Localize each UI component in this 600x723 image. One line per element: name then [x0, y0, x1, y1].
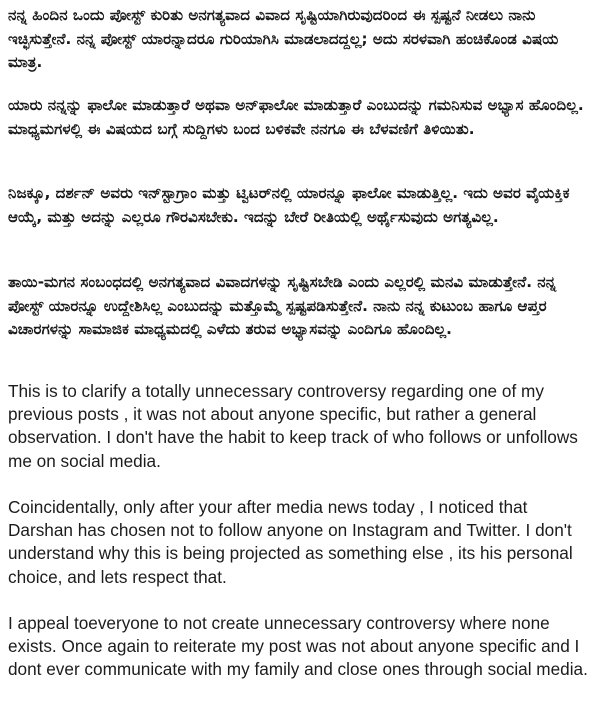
english-paragraph-1: This is to clarify a totally unnecessary controversy regarding one of my previous posts , it was not about anyone specific, but rather a general observation. I don't have the habit to keep track of who follows or unfollows me on social media. [8, 381, 578, 471]
english-paragraph-2: Coincidentally, only after your after media news today , I noticed that Darshan has chosen not to follow anyone on Instagram and Twitter. I don't understand why this is being projected as something else , its his personal choice, and lets respect that. [8, 497, 573, 587]
kannada-paragraph-3: ನಿಜಕ್ಕೂ, ದರ್ಶನ್ ಅವರು ಇನ್‌ಸ್ಟಾಗ್ರಾಂ ಮತ್ತು ಟ್ವಿಟರ್‌ನಲ್ಲಿ ಯಾರನ್ನೂ ಫಾಲೋ ಮಾಡುತ್ತಿಲ್ಲ. ಇದು ಅವರ ವೈಯಕ್ತಿಕ ಆಯ್ಕೆ, ಮತ್ತು ಅದನ್ನು ಎಲ್ಲರೂ ಗೌರವಿಸಬೇಕು. ಇದನ್ನು ಬೇರೆ ರೀತಿಯಲ್ಲಿ ಅರ್ಥೈಸುವುದು ಅಗತ್ಯವಿಲ್ಲ. [8, 184, 570, 226]
kannada-paragraph-2: ಯಾರು ನನ್ನನ್ನು ಫಾಲೋ ಮಾಡುತ್ತಾರೆ ಅಥವಾ ಅನ್‌ಫಾಲೋ ಮಾಡುತ್ತಾರೆ ಎಂಬುದನ್ನು ಗಮನಿಸುವ ಅಭ್ಯಾಸ ಹೊಂದಿಲ್ಲ. ಮಾಧ್ಯಮಗಳಲ್ಲಿ ಈ ವಿಷಯದ ಬಗ್ಗೆ ಸುದ್ದಿಗಳು ಬಂದ ಬಳಿಕವೇ ನನಗೂ ಈ ಬೆಳವಣಿಗೆ ತಿಳಿಯಿತು. [8, 96, 584, 138]
english-paragraph-3: I appeal toeveryone to not create unnecessary controversy where none exists. Once again to reiterate my post was not about anyone specific and I dont ever communicate with my family and close ones through social media. [8, 613, 588, 680]
kannada-paragraph-4: ತಾಯಿ-ಮಗನ ಸಂಬಂಧದಲ್ಲಿ ಅನಗತ್ಯವಾದ ವಿವಾದಗಳನ್ನು ಸೃಷ್ಟಿಸಬೇಡಿ ಎಂದು ಎಲ್ಲರಲ್ಲಿ ಮನವಿ ಮಾಡುತ್ತೇನೆ. ನನ್ನ ಪೋಸ್ಟ್ ಯಾರನ್ನೂ ಉದ್ದೇಶಿಸಿಲ್ಲ ಎಂಬುದನ್ನು ಮತ್ತೊಮ್ಮೆ ಸ್ಪಷ್ಟಪಡಿಸುತ್ತೇನೆ. ನಾನು ನನ್ನ ಕುಟುಂಬ ಹಾಗೂ ಆಪ್ತರ ವಿಚಾರಗಳನ್ನು ಸಾಮಾಜಿಕ ಮಾಧ್ಯಮದಲ್ಲಿ ಎಳೆದು ತರುವ ಅಭ್ಯಾಸವನ್ನು ಎಂದಿಗೂ ಹೊಂದಿಲ್ಲ. [8, 273, 557, 338]
kannada-paragraph-1: ನನ್ನ ಹಿಂದಿನ ಒಂದು ಪೋಸ್ಟ್ ಕುರಿತು ಅನಗತ್ಯವಾದ ವಿವಾದ ಸೃಷ್ಟಿಯಾಗಿರುವುದರಿಂದ ಈ ಸ್ಪಷ್ಟನೆ ನೀಡಲು ನಾನು ಇಚ್ಛಿಸುತ್ತೇನೆ. ನನ್ನ ಪೋಸ್ಟ್ ಯಾರನ್ನಾದರೂ ಗುರಿಯಾಗಿಸಿ ಮಾಡಲಾದದ್ದಲ್ಲ; ಅದು ಸರಳವಾಗಿ ಹಂಚಿಕೊಂಡ ವಿಷಯ ಮಾತ್ರ. [8, 6, 559, 71]
